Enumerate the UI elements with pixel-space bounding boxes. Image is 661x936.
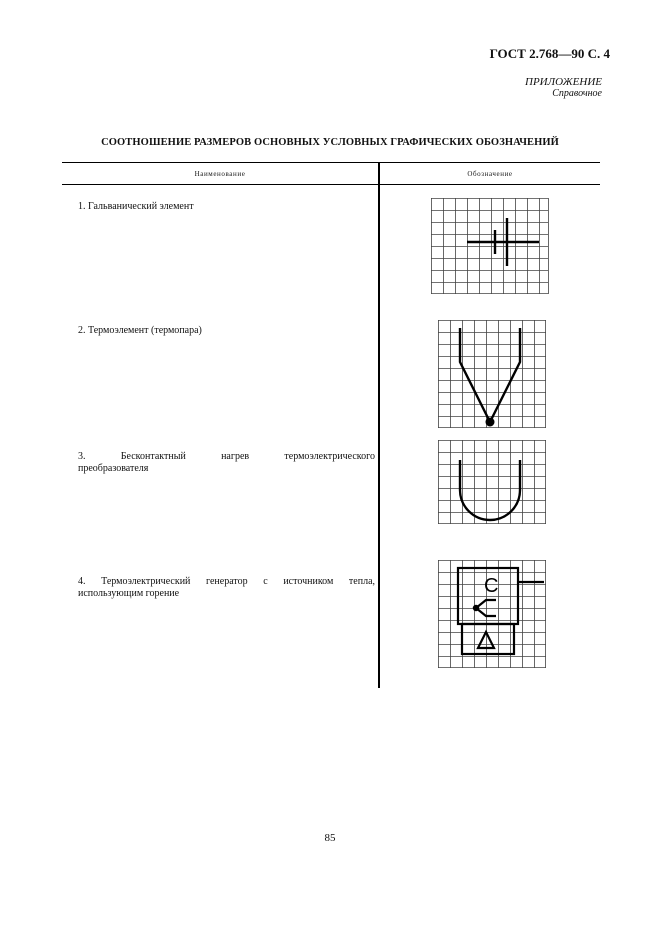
generator-letter: C (484, 575, 499, 597)
contactless-heating-symbol (438, 440, 546, 524)
appendix-label: ПРИЛОЖЕНИЕ (525, 76, 602, 88)
thermoelectric-generator-symbol (438, 560, 546, 668)
column-header-symbol: Обозначение (467, 170, 513, 178)
thermocouple-symbol (438, 320, 546, 428)
table-top-rule (62, 162, 600, 163)
row-2-name: 2. Термоэлемент (термопара) (78, 325, 202, 336)
column-header-name: Наименование (194, 170, 246, 178)
table-header-rule (62, 184, 600, 185)
row-4-name-line-1: 4. Термоэлектрический генератор с источником тепла, (78, 576, 376, 587)
row-3-name-line-1: 3. Бесконтактный нагрев термоэлектрического (78, 451, 375, 462)
document-code: ГОСТ 2.768—90 С. 4 (489, 46, 610, 61)
table-title: СООТНОШЕНИЕ РАЗМЕРОВ ОСНОВНЫХ УСЛОВНЫХ ГРАФИЧЕСКИХ ОБОЗНАЧЕНИЙ (101, 137, 559, 148)
column-divider (378, 162, 380, 688)
row-4-name-line-2: использующим горение (78, 588, 180, 599)
page-number: 85 (324, 832, 336, 844)
row-1-name: 1. Гальванический элемент (78, 201, 194, 212)
galvanic-cell-symbol (431, 198, 549, 294)
row-3-name-line-2: преобразователя (78, 463, 149, 474)
row-3-name (78, 451, 375, 475)
row-4-name (78, 576, 375, 600)
appendix-type: Справочное (552, 88, 602, 99)
